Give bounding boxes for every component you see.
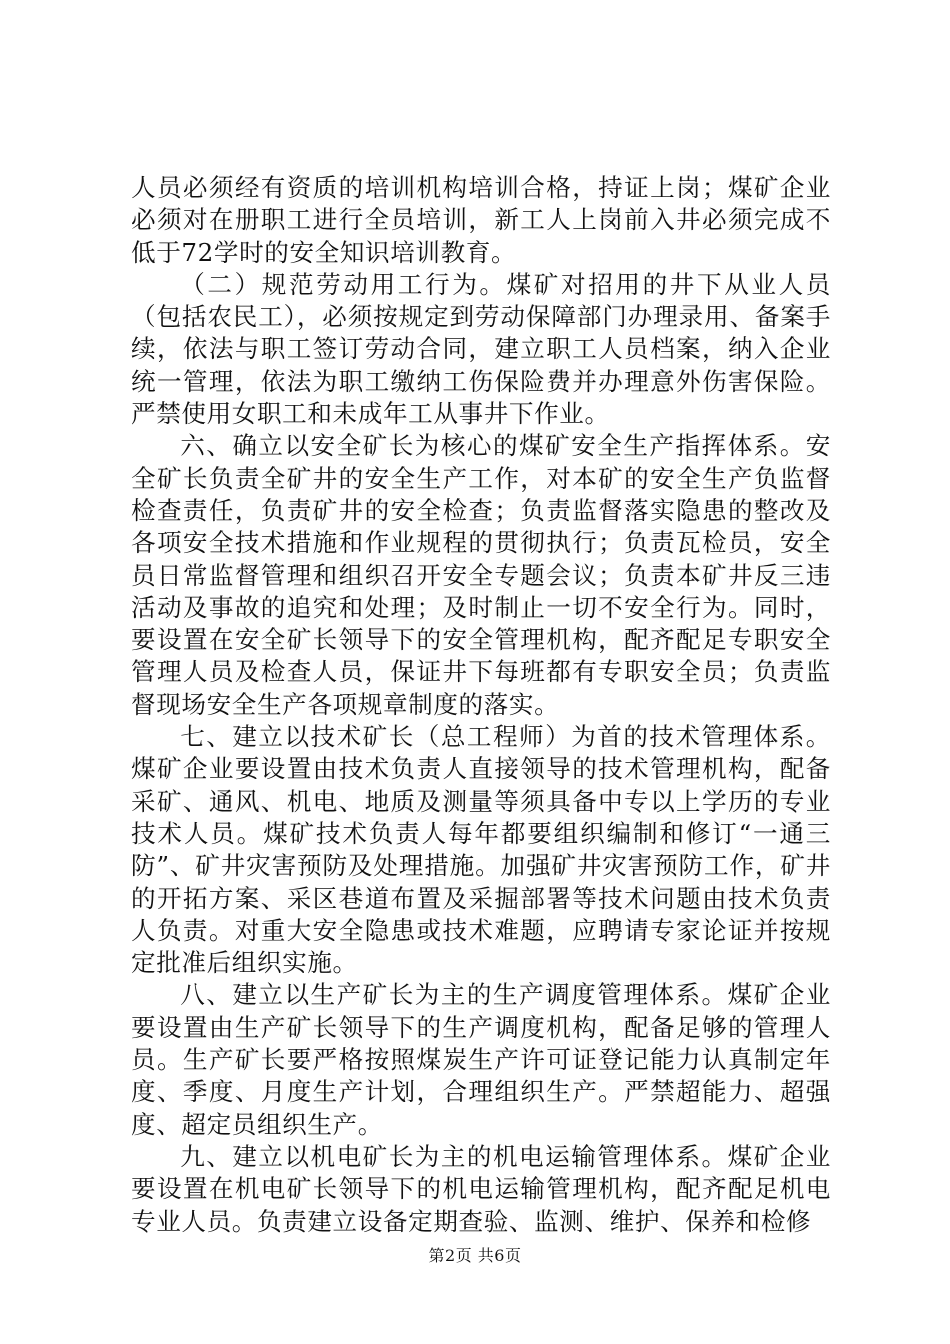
paragraph-section-nine: 九、建立以机电矿长为主的机电运输管理体系。煤矿企业要设置在机电矿长领导下的机电运输管理机构，配齐配足机电专业人员。负责建立设备定期查验、监测、维护、保养和检修	[131, 1141, 831, 1236]
paragraph-section-seven: 七、建立以技术矿长（总工程师）为首的技术管理体系。煤矿企业要设置由技术负责人直接领导的技术管理机构，配备采矿、通风、机电、地质及测量等须具备中专以上学历的专业技术人员。煤矿技术负责人每年都要组织编制和修订“一通三防”、矿井灾害预防及处理措施。加强矿井灾害预防工作，矿井的开拓方案、采区巷道布置及采掘部署等技术问题由技术负责人负责。对重大安全隐患或技术难题，应聘请专家论证并按规定批准后组织实施。	[131, 722, 831, 978]
page-footer: 第2页 共6页	[428, 1246, 522, 1265]
paragraph-labor-regulation: （二）规范劳动用工行为。煤矿对招用的井下从业人员（包括农民工），必须按规定到劳动保障部门办理录用、备案手续，依法与职工签订劳动合同，建立职工人员档案，纳入企业统一管理，依法为职工缴纳工伤保险费并办理意外伤害保险。严禁使用女职工和未成年工从事井下作业。	[131, 269, 831, 429]
body-text	[131, 172, 831, 1238]
paragraph-section-eight: 八、建立以生产矿长为主的生产调度管理体系。煤矿企业要设置由生产矿长领导下的生产调度机构，配备足够的管理人员。生产矿长要严格按照煤炭生产许可证登记能力认真制定年度、季度、月度生产计划，合理组织生产。严禁超能力、超强度、超定员组织生产。	[131, 980, 831, 1139]
paragraph-section-six: 六、确立以安全矿长为核心的煤矿安全生产指挥体系。安全矿长负责全矿井的安全生产工作，对本矿的安全生产负监督检查责任，负责矿井的安全检查；负责监督落实隐患的整改及各项安全技术措施和作业规程的贯彻执行；负责瓦检员，安全员日常监督管理和组织召开安全专题会议；负责本矿井反三违活动及事故的追究和处理；及时制止一切不安全行为。同时，要设置在安全矿长领导下的安全管理机构，配齐配足专职安全管理人员及检查人员，保证井下每班都有专职安全员；负责监督现场安全生产各项规章制度的落实。	[131, 431, 831, 719]
paragraph-continuation: 人员必须经有资质的培训机构培训合格，持证上岗；煤矿企业必须对在册职工进行全员培训，新工人上岗前入井必须完成不低于72学时的安全知识培训教育。	[131, 173, 831, 267]
